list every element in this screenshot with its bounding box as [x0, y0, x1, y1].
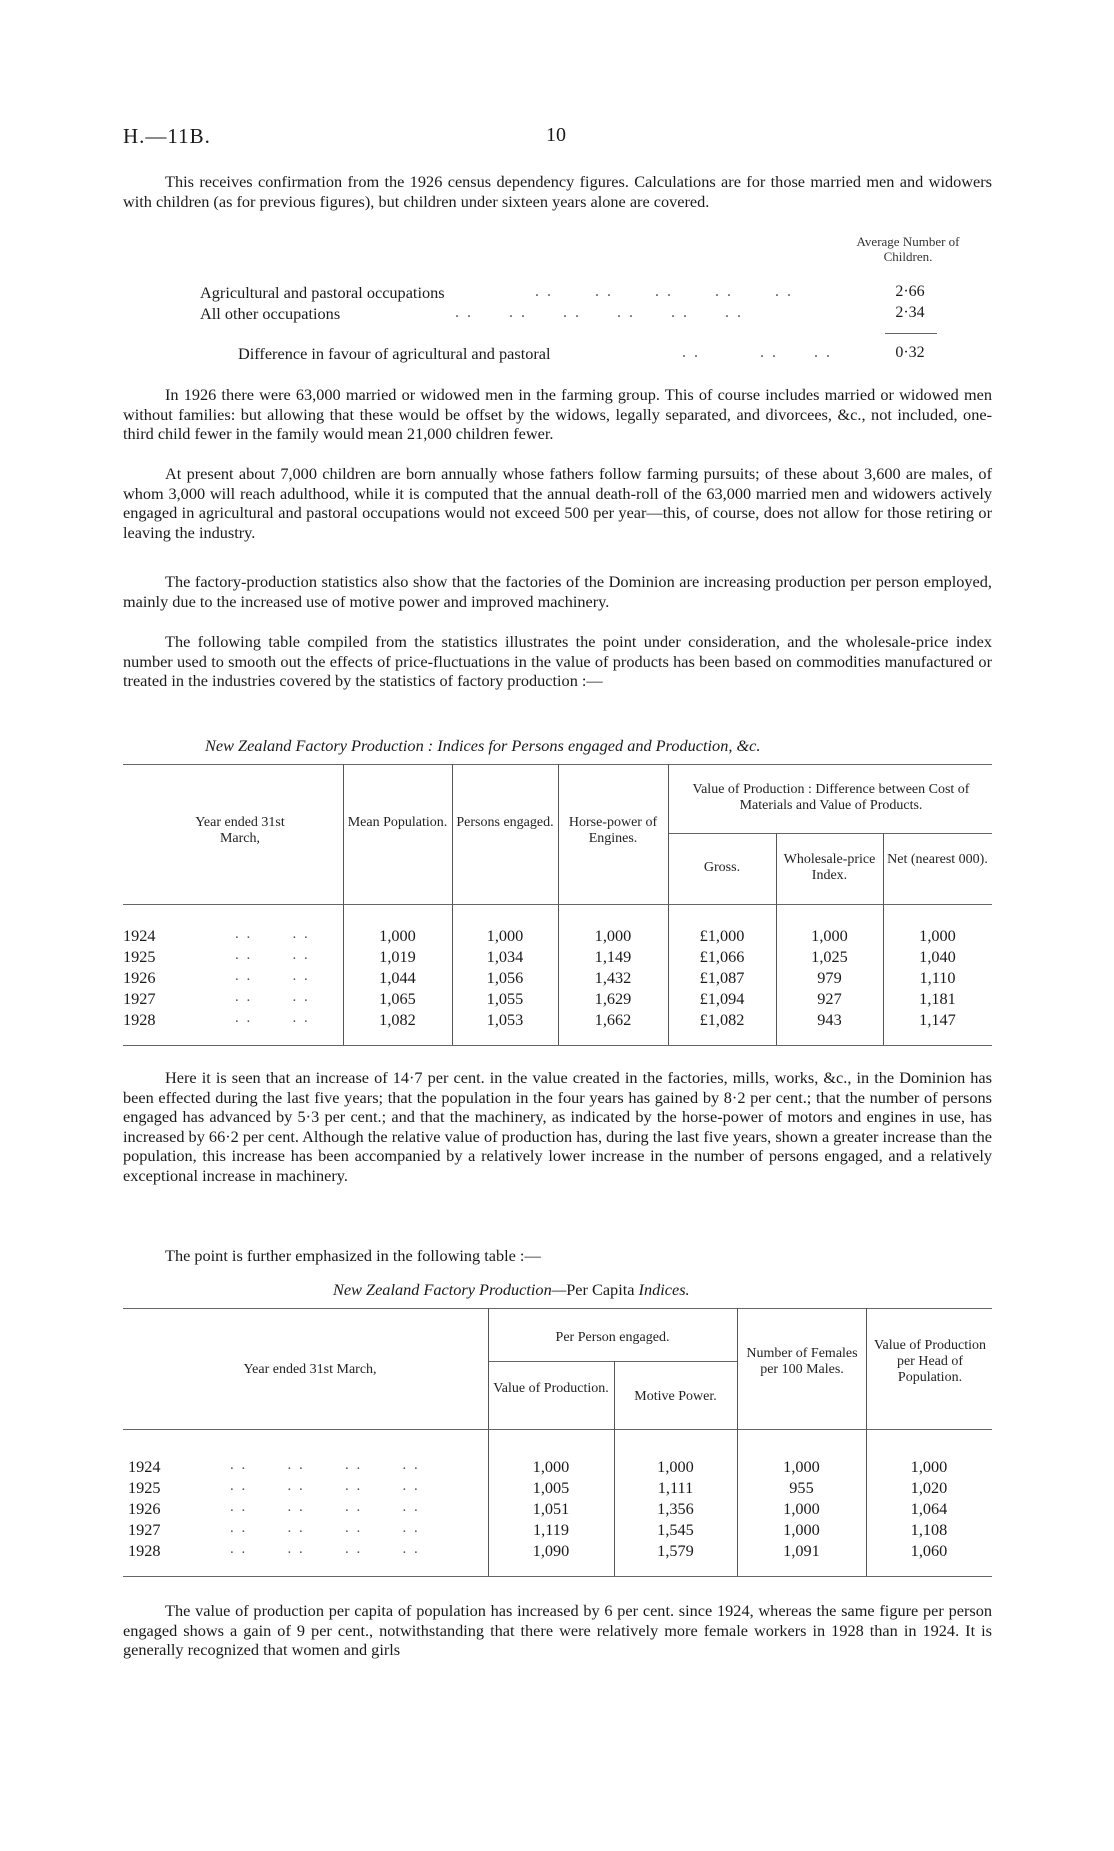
- cell-gross: £1,000: [699, 926, 745, 945]
- cell-value: 1,051: [532, 1499, 570, 1518]
- dot-leaders: . . . . . .: [682, 344, 832, 361]
- paragraph-6: Here it is seen that an increase of 14·7 per cent. in the value created in the factories, mills, works, &c., in the Dominion has been effected during the last five years; that the population in the four years has gained by 8·2 per cent.; that the number of persons engaged has advanced by 5·3 per cent.; and that the machinery, as indicated by the horse-power of motors and engines in use, has increased by 66·2 per cent. Although the relative value of production has, during the last five years, shown a greater increase than the population, this increase has been accompanied by a relatively lower increase in the number of persons engaged, and a relatively exceptional increase in machinery.: [123, 1068, 992, 1185]
- table2-caption: [333, 1280, 690, 1300]
- cell-females: 1,000: [783, 1520, 820, 1539]
- cell-females: 955: [789, 1478, 814, 1497]
- table2-header-per-person: Per Person engaged.: [555, 1330, 670, 1345]
- table2-caption-part: New Zealand Factory Production—: [333, 1280, 567, 1299]
- cell-motive: 1,356: [657, 1499, 694, 1518]
- dot-leaders: . . . . . . . .: [230, 1457, 420, 1473]
- table2-top-rule: [123, 1308, 992, 1309]
- cell-motive: 1,545: [657, 1520, 694, 1539]
- table1-header-year: Year ended 31st March,: [195, 815, 285, 846]
- difference-label: Difference in favour of agricultural and pastoral: [238, 344, 551, 363]
- page-number: 10: [546, 124, 566, 146]
- avg-children-heading: Average Number of Children.: [856, 234, 960, 264]
- cell-population: 1,044: [379, 968, 416, 987]
- paragraph-1: This receives confirmation from the 1926 census dependency figures. Calculations are for those married men and widowers with children (as for previous figures), but children under sixteen years alone are covered.: [123, 172, 992, 211]
- cell-horsepower: 1,432: [594, 968, 632, 987]
- dot-leaders: . . . . . . . . . .: [535, 283, 793, 300]
- table2-header-motive: Motive Power.: [634, 1389, 717, 1404]
- avg-row-value: 2·34: [895, 304, 925, 321]
- table2-header-rule: [123, 1429, 992, 1430]
- table1-bottom-rule: [123, 1045, 992, 1046]
- row-year: 1927: [128, 1520, 161, 1539]
- table1-header-value-group: Value of Production : Difference between Cost of Materials and Value of Products.: [692, 782, 970, 813]
- table2-bottom-rule: [123, 1576, 992, 1577]
- row-year: 1926: [123, 968, 156, 987]
- table2-caption-part: Per Capita: [566, 1280, 639, 1299]
- dot-leaders: . . . .: [235, 968, 310, 984]
- table1-header-wholesale: Wholesale-price Index.: [783, 852, 876, 883]
- cell-per-head: 1,060: [910, 1541, 948, 1560]
- cell-persons: 1,055: [486, 989, 524, 1008]
- row-year: 1925: [128, 1478, 161, 1497]
- paragraph-7: The point is further emphasized in the following table :—: [165, 1246, 541, 1265]
- cell-wholesale: 979: [817, 968, 842, 987]
- cell-persons: 1,053: [486, 1010, 524, 1029]
- cell-per-head: 1,000: [910, 1457, 948, 1476]
- cell-motive: 1,579: [657, 1541, 694, 1560]
- table2-group-rule: [488, 1361, 737, 1362]
- cell-motive: 1,111: [657, 1478, 694, 1497]
- cell-net: 1,181: [919, 989, 956, 1008]
- cell-horsepower: 1,000: [594, 926, 632, 945]
- cell-per-head: 1,108: [910, 1520, 948, 1539]
- cell-horsepower: 1,149: [594, 947, 632, 966]
- cell-females: 1,000: [783, 1457, 820, 1476]
- cell-motive: 1,000: [657, 1457, 694, 1476]
- cell-wholesale: 1,000: [811, 926, 848, 945]
- sum-rule: [885, 333, 937, 334]
- difference-value: 0·32: [895, 344, 925, 361]
- cell-population: 1,019: [379, 947, 416, 966]
- cell-horsepower: 1,629: [594, 989, 632, 1008]
- cell-value: 1,000: [532, 1457, 570, 1476]
- row-year: 1925: [123, 947, 156, 966]
- row-year: 1927: [123, 989, 156, 1008]
- table1-header-persons: Persons engaged.: [456, 815, 554, 830]
- table1-header-net: Net (nearest 000).: [887, 852, 988, 867]
- cell-per-head: 1,020: [910, 1478, 948, 1497]
- row-year: 1924: [128, 1457, 161, 1476]
- cell-persons: 1,034: [486, 947, 524, 966]
- cell-gross: £1,087: [699, 968, 745, 987]
- paragraph-2: In 1926 there were 63,000 married or widowed men in the farming group. This of course includes married or widowed men without families: but allowing that these would be offset by the widows, legally separated, and divorcees, &c., not included, one-third child fewer in the family would mean 21,000 children fewer.: [123, 385, 992, 444]
- cell-wholesale: 943: [817, 1010, 842, 1029]
- cell-value: 1,005: [532, 1478, 570, 1497]
- table1-header-horsepower: Horse-power of Engines.: [568, 815, 658, 846]
- cell-persons: 1,000: [486, 926, 524, 945]
- cell-net: 1,147: [919, 1010, 956, 1029]
- row-year: 1924: [123, 926, 156, 945]
- avg-row-label: Agricultural and pastoral occupations: [200, 283, 445, 302]
- table2-header-value: Value of Production.: [493, 1381, 609, 1396]
- table2-header-year: Year ended 31st March,: [243, 1362, 377, 1377]
- paragraph-5: The following table compiled from the statistics illustrates the point under consideration, and the wholesale-price index number used to smooth out the effects of price-fluctuations in the value of products has been based on commodities manufactured or treated in the industries covered by the statistics of factory production :—: [123, 632, 992, 691]
- dot-leaders: . . . .: [235, 989, 310, 1005]
- cell-wholesale: 927: [817, 989, 842, 1008]
- row-year: 1926: [128, 1499, 161, 1518]
- document-reference: H.—11B.: [123, 124, 211, 148]
- row-year: 1928: [123, 1010, 156, 1029]
- paragraph-4: The factory-production statistics also show that the factories of the Dominion are increasing production per person employed, mainly due to the increased use of motive power and improved machinery.: [123, 572, 992, 611]
- dot-leaders: . . . . . . . .: [230, 1499, 420, 1515]
- table1-caption: New Zealand Factory Production : Indices for Persons engaged and Production, &c.: [205, 736, 761, 755]
- table1-header-population: Mean Population.: [347, 815, 448, 830]
- table1-header-gross: Gross.: [703, 860, 741, 875]
- paragraph-8: The value of production per capita of population has increased by 6 per cent. since 1924, whereas the same figure per person engaged shows a gain of 9 per cent., notwithstanding that there were relatively more female workers in 1928 than in 1924. It is generally recognized that women and girls: [123, 1601, 992, 1660]
- cell-net: 1,000: [919, 926, 956, 945]
- paragraph-3: At present about 7,000 children are born annually whose fathers follow farming pursuits; of these about 3,600 are males, of whom 3,000 will reach adulthood, while it is computed that the annual death-roll of the 63,000 married men and widowers actively engaged in agricultural and pastoral occupations would not exceed 500 per year—this, of course, does not allow for those retiring or leaving the industry.: [123, 464, 992, 542]
- cell-value: 1,090: [532, 1541, 570, 1560]
- dot-leaders: . . . . . . . .: [230, 1520, 420, 1536]
- cell-population: 1,000: [379, 926, 416, 945]
- cell-females: 1,000: [783, 1499, 820, 1518]
- cell-population: 1,065: [379, 989, 416, 1008]
- avg-row-value: 2·66: [895, 283, 925, 300]
- cell-population: 1,082: [379, 1010, 416, 1029]
- dot-leaders: . . . . . . . .: [230, 1541, 420, 1557]
- dot-leaders: . . . .: [235, 1010, 310, 1026]
- avg-row-label: All other occupations: [200, 304, 341, 323]
- cell-net: 1,040: [919, 947, 956, 966]
- dot-leaders: . . . . . . . . . . . .: [455, 304, 743, 321]
- dot-leaders: . . . .: [235, 926, 310, 942]
- cell-wholesale: 1,025: [811, 947, 848, 966]
- cell-gross: £1,094: [699, 989, 745, 1008]
- table2-header-females: Number of Females per 100 Males.: [746, 1346, 858, 1377]
- cell-per-head: 1,064: [910, 1499, 948, 1518]
- cell-net: 1,110: [919, 968, 956, 987]
- table1-group-rule: [668, 833, 992, 834]
- cell-females: 1,091: [783, 1541, 820, 1560]
- cell-horsepower: 1,662: [594, 1010, 632, 1029]
- row-year: 1928: [128, 1541, 161, 1560]
- cell-persons: 1,056: [486, 968, 524, 987]
- dot-leaders: . . . . . . . .: [230, 1478, 420, 1494]
- cell-gross: £1,082: [699, 1010, 745, 1029]
- cell-value: 1,119: [532, 1520, 570, 1539]
- cell-gross: £1,066: [699, 947, 745, 966]
- dot-leaders: . . . .: [235, 947, 310, 963]
- table2-header-per-head: Value of Production per Head of Population.: [874, 1338, 986, 1385]
- table2-caption-part: Indices.: [638, 1280, 690, 1299]
